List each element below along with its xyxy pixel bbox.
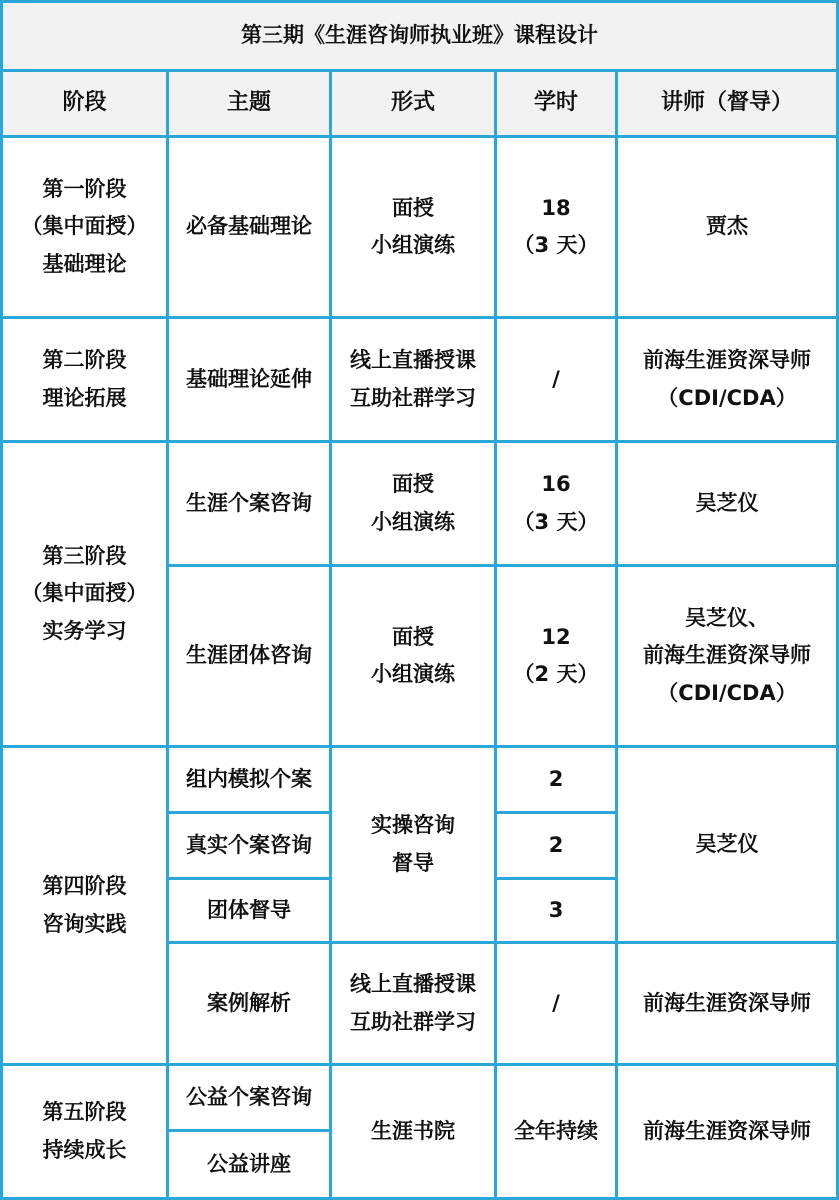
stage-1-format-line-1: 面授: [392, 195, 434, 220]
stage-5-topic-a: 公益个案咨询: [169, 1066, 329, 1129]
stage-4-format-d: [332, 944, 494, 1063]
stage-3-cell: [3, 443, 166, 745]
stage-2-format-line-1: 线上直播授课: [350, 348, 476, 373]
header-lecturer: 讲师（督导）: [618, 72, 836, 135]
stage-2-lecturer-line-2: （CDI/CDA）: [657, 385, 797, 410]
stage-4-format-abc-line-2: 督导: [392, 850, 434, 875]
header-format: 形式: [332, 72, 494, 135]
stage-3-format-a-line-2: 小组演练: [371, 509, 455, 534]
stage-3-lecturer-b-line-3: （CDI/CDA）: [657, 680, 797, 705]
stage-4-hours-b: 2: [497, 814, 615, 877]
stage-4-topic-b: 真实个案咨询: [169, 814, 329, 877]
stage-4-lecturer-abc: 吴芝仪: [618, 748, 836, 941]
stage-1-lecturer: 贾杰: [618, 138, 836, 316]
stage-1-topic: 必备基础理论: [169, 138, 329, 316]
stage-3-line-3: 实务学习: [42, 618, 127, 643]
stage-3-hours-a-line-1: 16: [541, 472, 571, 497]
stage-3-format-b-line-2: 小组演练: [371, 662, 455, 686]
stage-4-format-d-line-2: 互助社群学习: [350, 1009, 476, 1034]
stage-3-line-2: （集中面授）: [21, 581, 148, 606]
stage-4-topic-d: 案例解析: [169, 944, 329, 1063]
stage-1-line-1: 第一阶段: [42, 177, 127, 202]
stage-3-lecturer-b-line-1: 吴芝仪、: [685, 606, 769, 631]
stage-2-line-1: 第二阶段: [42, 348, 127, 373]
stage-4-cell: [3, 748, 166, 1063]
stage-4-topic-c: 团体督导: [169, 880, 329, 941]
stage-2-line-2: 理论拓展: [42, 385, 127, 410]
stage-1-line-3: 基础理论: [42, 251, 127, 276]
stage-4-lecturer-d: 前海生涯资深导师: [618, 944, 836, 1063]
stage-2-hours: /: [497, 319, 615, 440]
stage-3-format-b: [332, 567, 494, 745]
stage-3-hours-b-line-2: （2 天）: [513, 662, 599, 686]
stage-2-format: [332, 319, 494, 440]
stage-5-cell: [3, 1066, 166, 1197]
stage-4-hours-a: 2: [497, 748, 615, 811]
stage-4-line-1: 第四阶段: [42, 874, 127, 899]
stage-3-topic-a: 生涯个案咨询: [169, 443, 329, 564]
stage-4-hours-d: /: [497, 944, 615, 1063]
stage-3-lecturer-b-line-2: 前海生涯资深导师: [643, 643, 811, 668]
stage-3-hours-b: [497, 567, 615, 745]
stage-1-format: [332, 138, 494, 316]
stage-1-hours-line-1: 18: [541, 195, 571, 220]
stage-4-topic-a: 组内模拟个案: [169, 748, 329, 811]
stage-3-hours-a: [497, 443, 615, 564]
stage-4-format-abc-line-1: 实操咨询: [371, 813, 455, 838]
stage-5-line-2: 持续成长: [42, 1137, 127, 1162]
stage-5-lecturer: 前海生涯资深导师: [618, 1066, 836, 1197]
stage-3-topic-b: 生涯团体咨询: [169, 567, 329, 745]
header-stage: 阶段: [3, 72, 166, 135]
stage-5-format: 生涯书院: [332, 1066, 494, 1197]
stage-1-hours-line-2: （3 天）: [513, 233, 599, 257]
stage-3-hours-b-line-1: 12: [541, 624, 571, 649]
stage-2-format-line-2: 互助社群学习: [350, 385, 476, 410]
stage-4-format-abc: [332, 748, 494, 941]
stage-1-cell: [3, 138, 166, 316]
stage-2-lecturer: [618, 319, 836, 440]
stage-1-hours: [497, 138, 615, 316]
stage-3-hours-a-line-2: （3 天）: [513, 509, 599, 534]
stage-4-line-2: 咨询实践: [42, 911, 127, 936]
stage-4-format-d-line-1: 线上直播授课: [350, 972, 476, 997]
stage-5-topic-b: 公益讲座: [169, 1132, 329, 1197]
table-title: 第三期《生涯咨询师执业班》课程设计: [3, 3, 836, 69]
stage-1-format-line-2: 小组演练: [371, 233, 455, 257]
stage-3-format-b-line-1: 面授: [392, 624, 434, 649]
stage-3-line-1: 第三阶段: [42, 544, 127, 569]
header-hours: 学时: [497, 72, 615, 135]
stage-5-hours: 全年持续: [497, 1066, 615, 1197]
stage-5-line-1: 第五阶段: [42, 1100, 127, 1125]
stage-2-cell: [3, 319, 166, 440]
header-topic: 主题: [169, 72, 329, 135]
stage-2-topic: 基础理论延伸: [169, 319, 329, 440]
stage-3-format-a-line-1: 面授: [392, 472, 434, 497]
stage-2-lecturer-line-1: 前海生涯资深导师: [643, 348, 811, 373]
stage-4-hours-c: 3: [497, 880, 615, 941]
stage-3-lecturer-a: 吴芝仪: [618, 443, 836, 564]
stage-3-lecturer-b: [618, 567, 836, 745]
stage-1-line-2: （集中面授）: [21, 214, 148, 239]
stage-3-format-a: [332, 443, 494, 564]
